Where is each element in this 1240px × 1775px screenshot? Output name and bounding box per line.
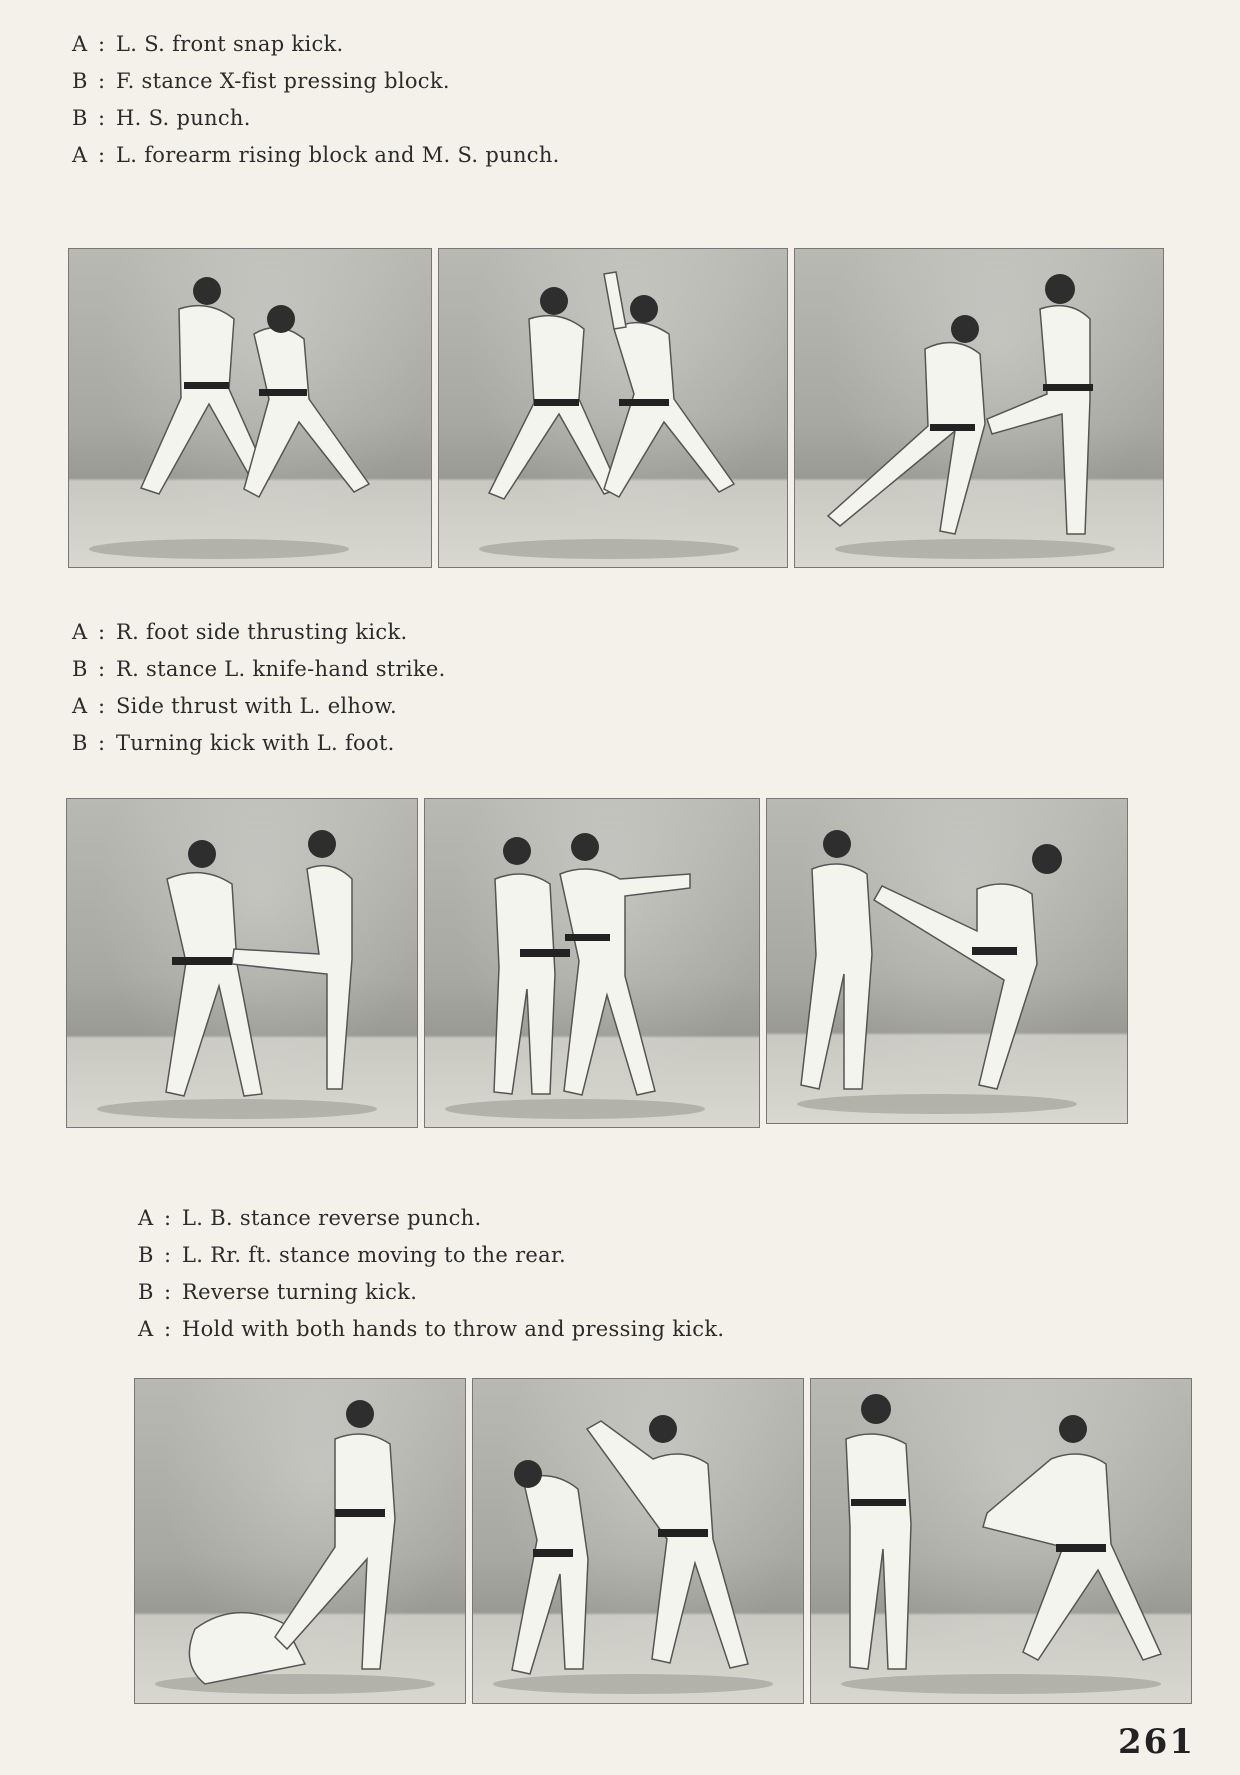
caption-line: B : Reverse turning kick. [138, 1280, 418, 1304]
caption-block-2 [72, 614, 446, 762]
page-number: 261 [1118, 1722, 1195, 1762]
karate-photo [794, 248, 1164, 568]
sparring-figures-illustration [473, 1379, 803, 1703]
sparring-figures-illustration [795, 249, 1163, 567]
caption-line: A : L. forearm rising block and M. S. punch. [72, 143, 560, 167]
karate-photo [424, 798, 760, 1128]
photo-row-1 [68, 248, 1164, 568]
sparring-figures-illustration [425, 799, 759, 1127]
karate-photo [66, 798, 418, 1128]
caption-block-1 [72, 26, 560, 174]
karate-photo [810, 1378, 1192, 1704]
caption-line: A : R. foot side thrusting kick. [72, 620, 408, 644]
caption-line: B : L. Rr. ft. stance moving to the rear. [138, 1243, 566, 1267]
sparring-figures-illustration [767, 799, 1127, 1123]
caption-line: B : Turning kick with L. foot. [72, 731, 395, 755]
karate-photo [766, 798, 1128, 1124]
karate-photo [472, 1378, 804, 1704]
caption-line: A : Side thrust with L. elhow. [72, 694, 397, 718]
photo-row-3 [134, 1378, 1192, 1704]
karate-photo [134, 1378, 466, 1704]
caption-line: A : L. S. front snap kick. [72, 32, 344, 56]
sparring-figures-illustration [811, 1379, 1191, 1703]
caption-block-3 [138, 1200, 724, 1348]
karate-photo [68, 248, 432, 568]
photo-row-2 [66, 798, 1128, 1128]
sparring-figures-illustration [439, 249, 787, 567]
caption-line: A : L. B. stance reverse punch. [138, 1206, 482, 1230]
caption-line: A : Hold with both hands to throw and pressing kick. [138, 1317, 725, 1341]
sparring-figures-illustration [67, 799, 417, 1127]
sparring-figures-illustration [135, 1379, 465, 1703]
karate-photo [438, 248, 788, 568]
sparring-figures-illustration [69, 249, 431, 567]
caption-line: B : F. stance X-fist pressing block. [72, 69, 450, 93]
caption-line: B : R. stance L. knife-hand strike. [72, 657, 446, 681]
caption-line: B : H. S. punch. [72, 106, 251, 130]
